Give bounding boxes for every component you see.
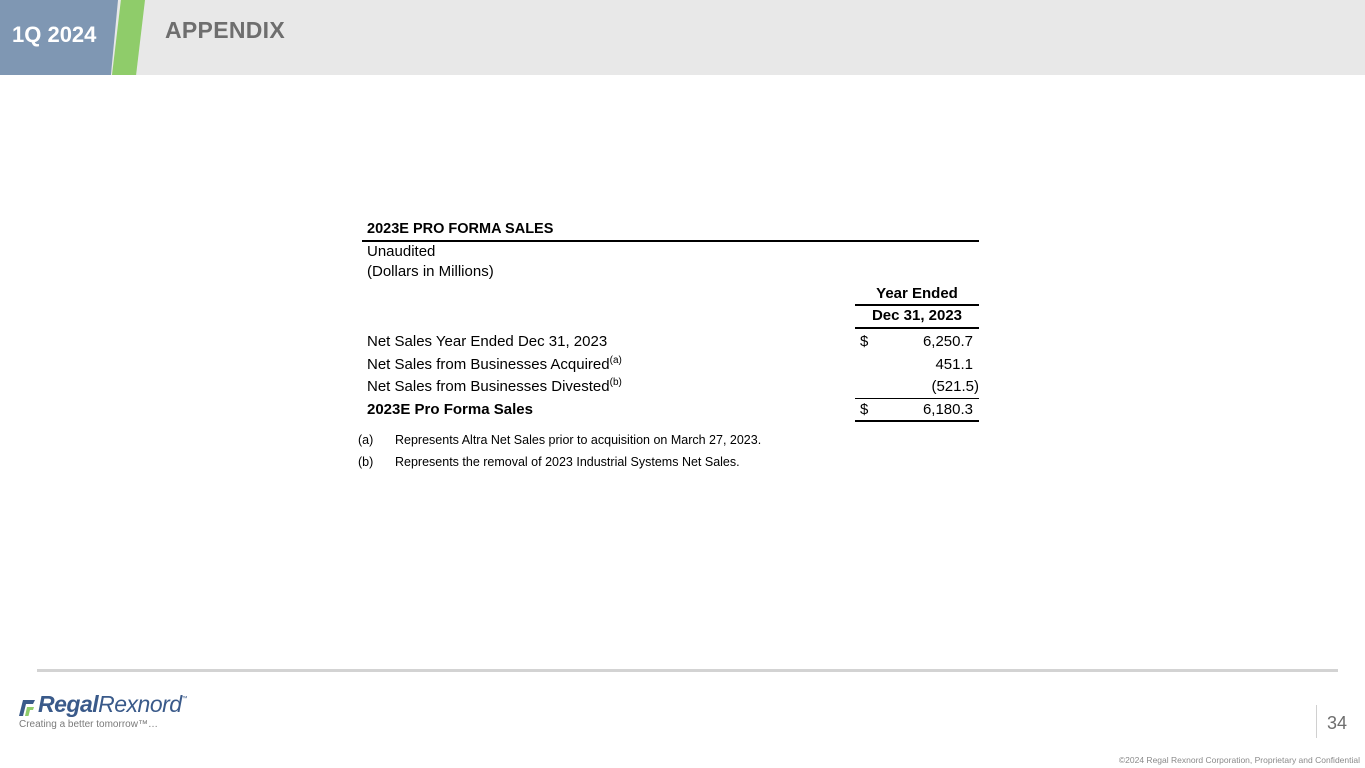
footnote-ref-a: (a) — [609, 354, 622, 366]
copyright-notice: ©2024 Regal Rexnord Corporation, Proprietary and Confidential — [1118, 755, 1360, 765]
column-header-row-1 — [362, 284, 979, 306]
total-rule — [855, 420, 979, 422]
table-units: (Dollars in Millions) — [367, 263, 494, 280]
footnote-mark: (a) — [358, 433, 374, 447]
page-number: 34 — [1327, 713, 1348, 733]
footer-divider — [37, 669, 1338, 672]
table-title: 2023E PRO FORMA SALES — [362, 220, 979, 242]
logo-mark-icon — [17, 696, 37, 718]
row-value: 6,180.3 — [922, 400, 973, 418]
row-label: Net Sales from Businesses Divested — [367, 378, 610, 395]
table-row-pro-forma-total — [362, 399, 979, 422]
table-row-divested — [362, 376, 979, 399]
logo-wordmark: RegalRexnord™ — [38, 691, 188, 717]
column-header-row-2 — [362, 306, 979, 329]
table-row-net-sales — [362, 331, 979, 354]
footnote-ref-b: (b) — [609, 377, 622, 388]
page-number-divider — [1316, 705, 1317, 738]
footnote-text: Represents Altra Net Sales prior to acquisition on March 27, 2023. — [395, 433, 762, 447]
row-label: 2023E Pro Forma Sales — [367, 400, 533, 418]
footnote-mark: (b) — [358, 455, 374, 469]
header-bar — [0, 0, 1365, 75]
pro-forma-sales-table — [362, 220, 979, 422]
row-value: 451.1 — [935, 355, 973, 373]
row-value: 6,250.7 — [922, 333, 973, 350]
tagline: Creating a better tomorrow™… — [19, 719, 158, 730]
currency-symbol: $ — [860, 400, 869, 418]
table-subtitle: Unaudited — [367, 243, 436, 260]
quarter-label: 1Q 2024 — [12, 22, 97, 47]
row-label: Net Sales from Businesses Acquired — [367, 355, 610, 373]
currency-symbol: $ — [860, 333, 869, 350]
row-label: Net Sales Year Ended Dec 31, 2023 — [367, 333, 608, 350]
column-header-year-ended: Year Ended — [855, 284, 979, 306]
green-accent-stripe — [112, 0, 145, 75]
column-header-date: Dec 31, 2023 — [855, 306, 979, 329]
row-value: (521.5) — [931, 378, 979, 395]
page-title: APPENDIX — [165, 17, 285, 43]
footnote-text: Represents the removal of 2023 Industrial Systems Net Sales. — [395, 455, 740, 469]
table-row-acquired — [362, 354, 979, 377]
